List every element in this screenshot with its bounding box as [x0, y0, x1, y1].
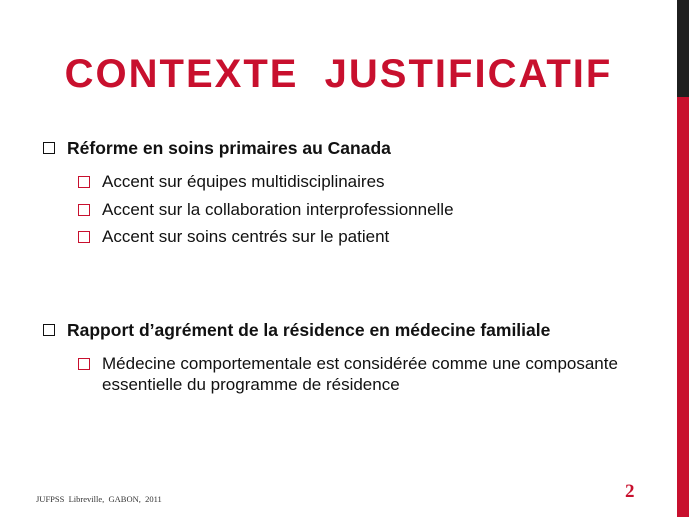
list-item	[78, 171, 638, 192]
section-heading-rapport	[43, 320, 550, 341]
page-number: 2	[625, 481, 635, 502]
list-item	[78, 199, 638, 220]
checkbox-square-icon	[78, 204, 90, 216]
checkbox-square-icon	[43, 324, 55, 336]
checkbox-square-icon	[78, 358, 90, 370]
checkbox-square-icon	[78, 176, 90, 188]
accent-bar-red	[677, 97, 689, 517]
list-item-text: Médecine comportementale est considérée comme une composante essentielle du programme de résidence	[102, 354, 618, 394]
checkbox-square-icon	[43, 142, 55, 154]
section-heading-text: Réforme en soins primaires au Canada	[67, 138, 391, 158]
slide-title: CONTEXTE JUSTIFICATIF	[64, 52, 613, 96]
list-item	[78, 226, 638, 247]
list-item-text: Accent sur équipes multidisciplinaires	[102, 172, 385, 191]
section-heading-reforme	[43, 138, 391, 159]
list-item-text: Accent sur la collaboration interprofessionnelle	[102, 200, 454, 219]
section-heading-text: Rapport d’agrément de la résidence en médecine familiale	[67, 320, 551, 340]
checkbox-square-icon	[78, 231, 90, 243]
accent-bar-dark	[677, 0, 689, 97]
list-item-text: Accent sur soins centrés sur le patient	[102, 227, 390, 246]
footer-text: JUFPSS Libreville, GABON, 2011	[36, 494, 162, 504]
list-item	[78, 353, 638, 395]
